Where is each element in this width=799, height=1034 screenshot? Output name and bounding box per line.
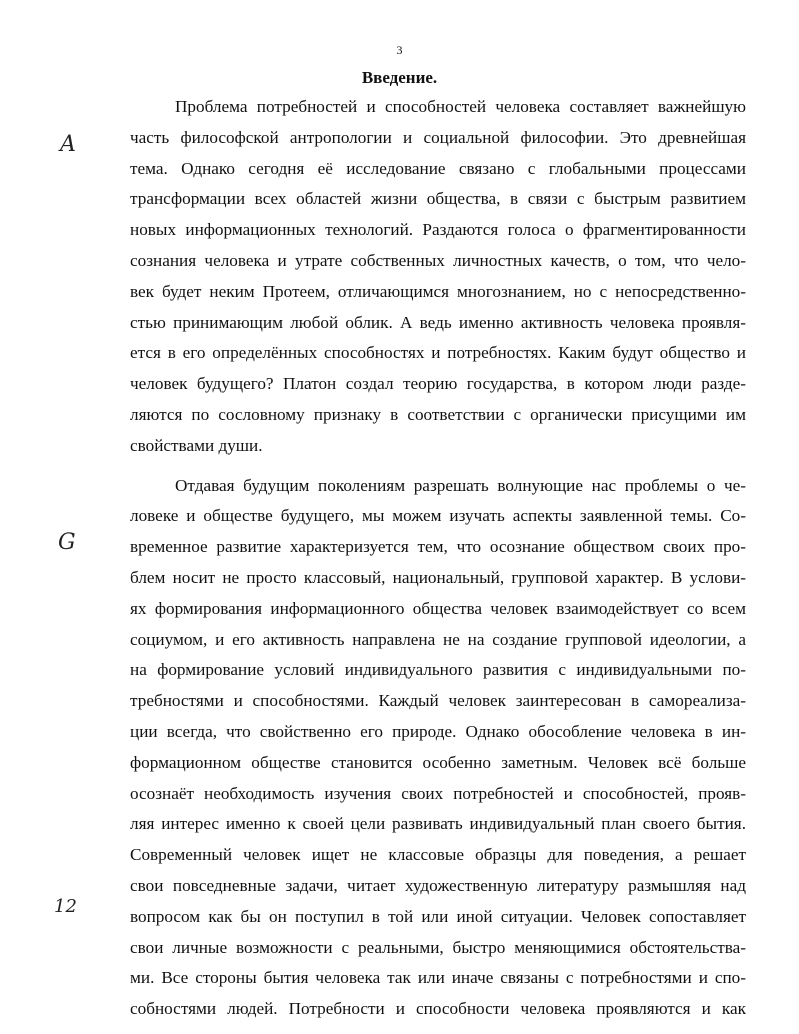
text-line: блем носит не просто классовый, национальный, групповой характер. В услови- bbox=[130, 567, 746, 587]
text-line: свойствами души. bbox=[130, 435, 263, 455]
text-line: ции всегда, что свойственно его природе. Однако обособление человека в ин- bbox=[130, 721, 746, 741]
text-line: Проблема потребностей и способностей человека составляет важнейшую bbox=[175, 97, 746, 116]
text-line: формационном обществе становится особенно заметным. Человек всё больше bbox=[130, 752, 746, 772]
text-line: трансформации всех областей жизни общества, в связи с быстрым развитием bbox=[130, 189, 746, 209]
text-line: часть философской антропологии и социальной философии. Это древнейшая bbox=[130, 127, 746, 147]
text-line: ми. Все стороны бытия человека так или иначе связаны с потребностями и спо- bbox=[130, 968, 746, 988]
text-line: век будет неким Протеем, отличающимся многознанием, но с непосредственно- bbox=[130, 281, 746, 301]
text-line: осознаёт необходимость изучения своих потребностей и способностей, прояв- bbox=[130, 783, 746, 803]
handwritten-margin-mark: A bbox=[60, 132, 76, 157]
text-line: ляя интерес именно к своей цели развивать индивидуальный план своего бытия. bbox=[130, 814, 746, 834]
text-line: свои повседневные задачи, читает художественную литературу размышляя над bbox=[130, 875, 746, 895]
text-line: ется в его определённых способностях и потребностях. Каким будут общество и bbox=[130, 343, 746, 363]
text-line: социумом, и его активность направлена не на создание групповой идеологии, а bbox=[130, 629, 746, 649]
text-line: ляются по сословному признаку в соответствии с органически присущими им bbox=[130, 404, 746, 424]
body-text bbox=[130, 92, 746, 1025]
text-line: свои личные возможности с реальными, быстро меняющимися обстоятельства- bbox=[130, 937, 746, 957]
text-line: тема. Однако сегодня её исследование связано с глобальными процессами bbox=[130, 158, 746, 178]
text-line: сознания человека и утрате собственных личностных качеств, о том, что чело- bbox=[130, 250, 746, 270]
page-number: 3 bbox=[396, 43, 403, 57]
handwritten-margin-mark: G bbox=[58, 530, 76, 555]
text-line: Отдавая будущим поколениям разрешать волнующие нас проблемы о че- bbox=[175, 475, 746, 495]
text-line: вопросом как бы он поступил в той или иной ситуации. Человек сопоставляет bbox=[130, 906, 746, 926]
text-line: на формирование условий индивидуального развития с индивидуальными по- bbox=[130, 660, 746, 680]
text-line: человек будущего? Платон создал теорию государства, в котором люди разде- bbox=[130, 374, 746, 394]
page-title: Введение. bbox=[361, 68, 438, 87]
text-line: стью принимающим любой облик. А ведь именно активность человека проявля- bbox=[130, 312, 746, 332]
text-line: Современный человек ищет не классовые образцы для поведения, а решает bbox=[130, 845, 746, 865]
text-line: новых информационных технологий. Раздаются голоса о фрагментированности bbox=[130, 220, 746, 240]
text-line: ях формирования информационного общества человек взаимодействует со всем bbox=[130, 598, 746, 618]
text-line: требностями и способностями. Каждый человек заинтересован в самореализа- bbox=[130, 691, 746, 711]
text-line: собностями людей. Потребности и способности человека проявляются и как bbox=[130, 999, 746, 1019]
text-line: ловеке и обществе будущего, мы можем изучать аспекты заявленной темы. Со- bbox=[130, 506, 746, 526]
text-line: временное развитие характеризуется тем, что осознание обществом своих про- bbox=[130, 537, 746, 557]
handwritten-margin-mark: 12 bbox=[54, 896, 77, 917]
